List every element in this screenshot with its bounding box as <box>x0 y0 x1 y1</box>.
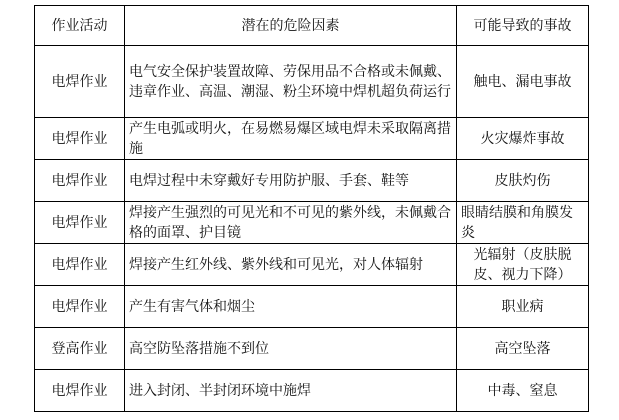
accident-cell: 中毒、窒息 <box>457 370 589 412</box>
hazard-cell: 产生有害气体和烟尘 <box>125 286 457 328</box>
accident-cell: 光辐射（皮肤脱皮、视力下降） <box>457 244 589 286</box>
hazard-cell: 进入封闭、半封闭环境中施焊 <box>125 370 457 412</box>
hazard-cell: 高空防坠落措施不到位 <box>125 328 457 370</box>
table-row <box>35 160 589 202</box>
accident-cell: 触电、漏电事故 <box>457 46 589 118</box>
accident-cell: 职业病 <box>457 286 589 328</box>
header-activity: 作业活动 <box>35 6 125 46</box>
header-hazard: 潜在的危险因素 <box>125 6 457 46</box>
table-row <box>35 46 589 118</box>
table-row <box>35 244 589 286</box>
table-row <box>35 202 589 244</box>
hazard-cell: 焊接产生强烈的可见光和不可见的紫外线，未佩戴合格的面罩、护目镜 <box>125 202 457 244</box>
activity-cell: 登高作业 <box>35 328 125 370</box>
table-header-row <box>35 6 589 46</box>
table-row <box>35 286 589 328</box>
header-accident: 可能导致的事故 <box>457 6 589 46</box>
table-row <box>35 370 589 412</box>
activity-cell: 电焊作业 <box>35 244 125 286</box>
hazard-cell: 电焊过程中未穿戴好专用防护服、手套、鞋等 <box>125 160 457 202</box>
accident-cell: 高空坠落 <box>457 328 589 370</box>
accident-cell: 火灾爆炸事故 <box>457 118 589 160</box>
activity-cell: 电焊作业 <box>35 46 125 118</box>
activity-cell: 电焊作业 <box>35 160 125 202</box>
activity-cell: 电焊作业 <box>35 370 125 412</box>
table-row <box>35 328 589 370</box>
accident-cell: 眼睛结膜和角膜发炎 <box>457 202 589 244</box>
activity-cell: 电焊作业 <box>35 202 125 244</box>
hazard-cell: 焊接产生红外线、紫外线和可见光，对人体辐射 <box>125 244 457 286</box>
accident-cell: 皮肤灼伤 <box>457 160 589 202</box>
activity-cell: 电焊作业 <box>35 118 125 160</box>
hazard-cell: 产生电弧或明火，在易燃易爆区域电焊未采取隔离措施 <box>125 118 457 160</box>
table-row <box>35 118 589 160</box>
activity-cell: 电焊作业 <box>35 286 125 328</box>
hazard-cell: 电气安全保护装置故障、劳保用品不合格或未佩戴、违章作业、高温、潮湿、粉尘环境中焊机超负荷运行 <box>125 46 457 118</box>
hazard-table <box>34 5 589 412</box>
